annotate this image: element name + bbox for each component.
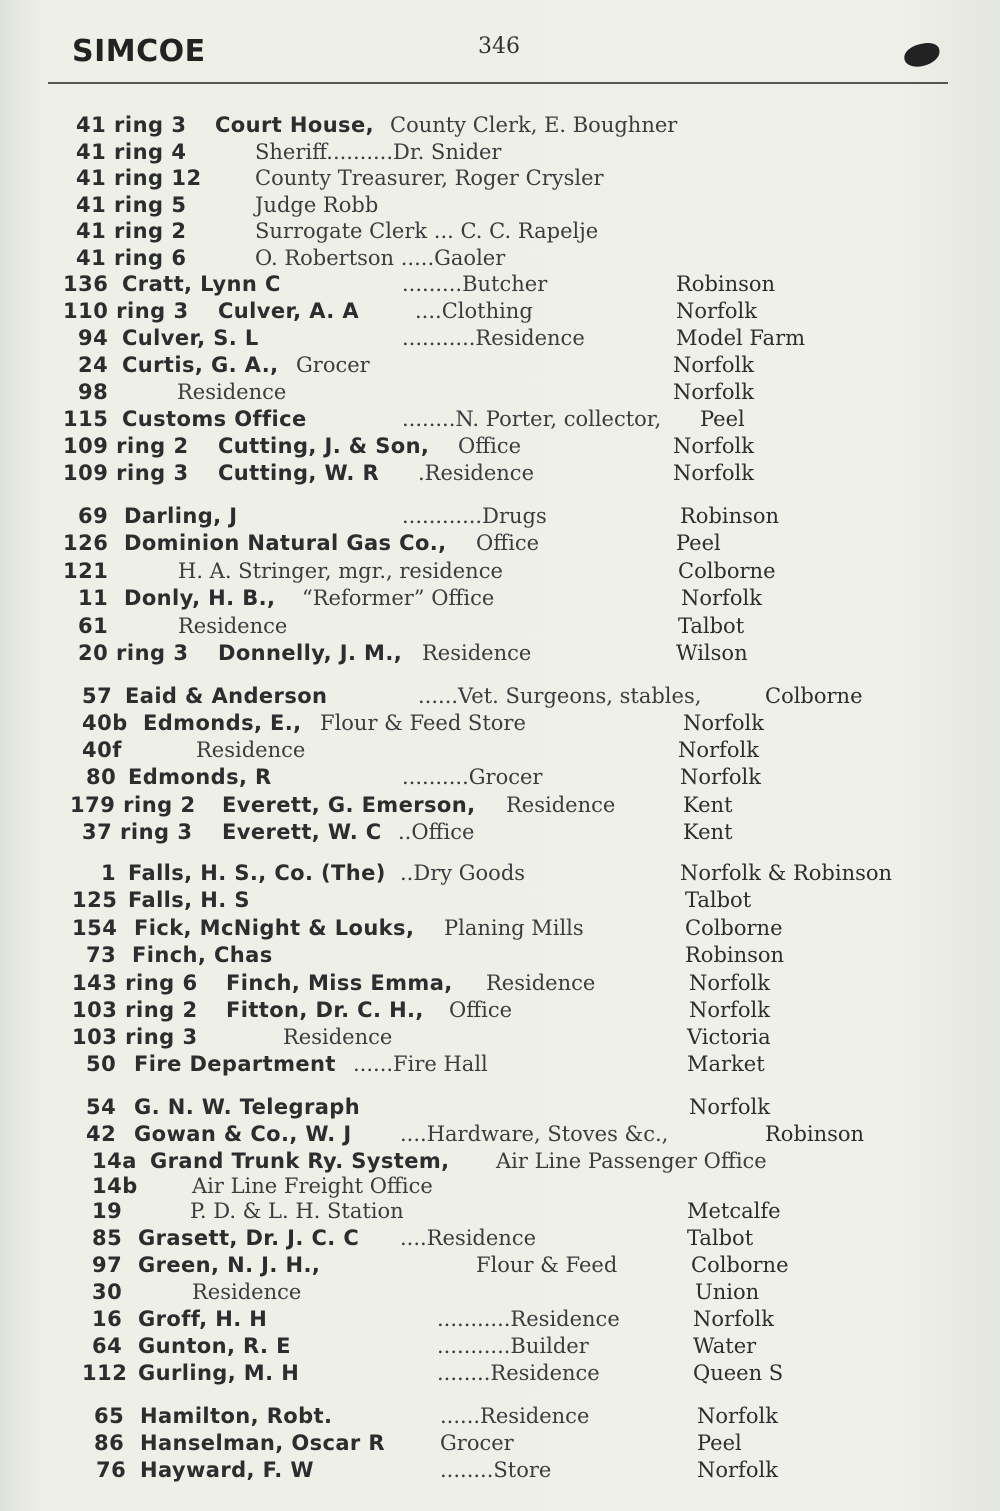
directory-entry <box>0 1360 1000 1387</box>
directory-entry <box>0 433 1000 460</box>
entry-description: Grocer <box>440 1431 514 1455</box>
directory-entry <box>0 710 1000 737</box>
directory-entry <box>0 1198 1000 1225</box>
entry-name: Darling, J <box>124 504 238 528</box>
entry-name: Hanselman, Oscar R <box>140 1431 385 1455</box>
directory-entry <box>0 218 1000 245</box>
entry-description: ........N. Porter, collector, <box>402 407 662 431</box>
entry-location: Robinson <box>685 943 785 967</box>
entry-name: Cutting, W. R <box>218 461 380 485</box>
directory-entry <box>0 764 1000 791</box>
entry-description: ........Residence <box>437 1361 600 1385</box>
phone-number: 11 <box>78 586 109 610</box>
entry-location: Market <box>687 1052 765 1076</box>
ink-blot-mark <box>902 40 942 69</box>
directory-entry <box>0 1148 1000 1175</box>
directory-entry <box>0 165 1000 192</box>
directory-entry <box>0 558 1000 585</box>
entry-description: ....Clothing <box>415 299 533 323</box>
entry-location: Union <box>695 1280 760 1304</box>
phone-number: 121 <box>63 559 109 583</box>
directory-entry <box>0 1306 1000 1333</box>
entry-location: Norfolk <box>683 711 764 735</box>
phone-number: 76 <box>96 1458 127 1482</box>
entry-name: Everett, G. Emerson, <box>222 793 476 817</box>
phone-number: 57 <box>82 684 113 708</box>
directory-entry <box>0 915 1000 942</box>
entry-name: Hayward, F. W <box>140 1458 314 1482</box>
phone-number: 37 ring 3 <box>82 820 193 844</box>
entry-description: ......Vet. Surgeons, stables, <box>418 684 702 708</box>
entry-location: Peel <box>700 407 745 431</box>
phone-number: 19 <box>92 1199 123 1223</box>
entry-description: Residence <box>177 380 287 404</box>
entry-name: Court House, <box>215 113 374 137</box>
entry-location: Talbot <box>678 614 745 638</box>
directory-entry <box>0 887 1000 914</box>
phone-number: 125 <box>72 888 118 912</box>
phone-number: 136 <box>63 272 109 296</box>
directory-entry <box>0 352 1000 379</box>
entry-description: ...........Residence <box>437 1307 620 1331</box>
phone-number: 179 ring 2 <box>70 793 196 817</box>
directory-entry <box>0 139 1000 166</box>
entry-name: Edmonds, R <box>128 765 272 789</box>
entry-name: Falls, H. S <box>128 888 250 912</box>
directory-entry <box>0 683 1000 710</box>
entry-description: ..Office <box>398 820 475 844</box>
directory-entry <box>0 1225 1000 1252</box>
directory-entry <box>0 1051 1000 1078</box>
entry-location: Norfolk <box>673 380 754 404</box>
directory-entry <box>0 1403 1000 1430</box>
entry-description: “Reformer” Office <box>302 586 495 610</box>
entry-name: Finch, Miss Emma, <box>226 971 453 995</box>
entry-description: ......Residence <box>440 1404 590 1428</box>
entry-description: Residence <box>283 1025 393 1049</box>
directory-entry <box>0 1279 1000 1306</box>
directory-entry <box>0 460 1000 487</box>
entry-location: Model Farm <box>676 326 806 350</box>
page-number: 346 <box>478 34 520 59</box>
entry-name: Gurling, M. H <box>138 1361 300 1385</box>
entry-description: Residence <box>196 738 306 762</box>
entry-name: Customs Office <box>122 407 307 431</box>
phone-number: 14a <box>92 1149 137 1173</box>
phone-number: 103 ring 3 <box>72 1025 198 1049</box>
entry-name: Cutting, J. & Son, <box>218 434 430 458</box>
phone-number: 112 <box>82 1361 128 1385</box>
phone-number: 41 ring 4 <box>76 140 187 164</box>
phone-number: 65 <box>94 1404 125 1428</box>
entry-description: ...........Residence <box>402 326 585 350</box>
entry-name: G. N. W. Telegraph <box>134 1095 361 1119</box>
phone-number: 126 <box>63 531 109 555</box>
entry-description: .........Butcher <box>402 272 548 296</box>
directory-entry <box>0 792 1000 819</box>
phone-number: 24 <box>78 353 109 377</box>
entry-location: Colborne <box>685 916 783 940</box>
entry-location: Norfolk <box>689 1095 770 1119</box>
phone-number: 1 <box>101 861 117 885</box>
entry-location: Colborne <box>691 1253 789 1277</box>
phone-number: 97 <box>92 1253 123 1277</box>
entry-location: Norfolk <box>689 998 770 1022</box>
entry-name: Fick, McNight & Louks, <box>134 916 415 940</box>
entry-location: Norfolk <box>693 1307 774 1331</box>
directory-entry <box>0 1333 1000 1360</box>
directory-entry <box>0 942 1000 969</box>
phone-number: 41 ring 5 <box>76 193 187 217</box>
directory-entry <box>0 379 1000 406</box>
entry-description: Residence <box>192 1280 302 1304</box>
phone-number: 14b <box>92 1174 138 1198</box>
directory-entry <box>0 585 1000 612</box>
entry-name: Finch, Chas <box>132 943 273 967</box>
directory-entry <box>0 112 1000 139</box>
entry-description: ........Store <box>440 1458 552 1482</box>
entry-location: Norfolk <box>697 1458 778 1482</box>
directory-entry <box>0 530 1000 557</box>
entry-location: Norfolk <box>673 353 754 377</box>
phone-number: 80 <box>86 765 117 789</box>
entry-location: Norfolk <box>673 461 754 485</box>
entry-description: ....Residence <box>400 1226 537 1250</box>
entry-location: Kent <box>683 793 733 817</box>
entry-location: Norfolk <box>676 299 757 323</box>
entry-name: Groff, H. H <box>138 1307 268 1331</box>
phone-number: 42 <box>86 1122 117 1146</box>
phone-number: 30 <box>92 1280 123 1304</box>
entry-description: Surrogate Clerk ... C. C. Rapelje <box>255 219 599 243</box>
phone-number: 109 ring 3 <box>63 461 189 485</box>
directory-entry <box>0 1430 1000 1457</box>
entry-name: Curtis, G. A., <box>122 353 279 377</box>
entry-name: Falls, H. S., Co. (The) <box>128 861 386 885</box>
entry-location: Norfolk <box>681 586 762 610</box>
phone-number: 64 <box>92 1334 123 1358</box>
entry-name: Edmonds, E., <box>143 711 302 735</box>
directory-entry <box>0 1024 1000 1051</box>
directory-entry <box>0 406 1000 433</box>
entry-location: Norfolk <box>689 971 770 995</box>
directory-entry <box>0 1173 1000 1200</box>
directory-entry <box>0 613 1000 640</box>
entry-description: O. Robertson .....Gaoler <box>255 246 506 270</box>
entry-location: Wilson <box>676 641 748 665</box>
entry-location: Norfolk <box>680 765 761 789</box>
phone-number: 110 ring 3 <box>63 299 189 323</box>
directory-entry <box>0 1457 1000 1484</box>
directory-entry <box>0 1252 1000 1279</box>
entry-description: Office <box>449 998 513 1022</box>
entry-description: ......Fire Hall <box>353 1052 488 1076</box>
entry-description: Office <box>458 434 522 458</box>
entry-description: Judge Robb <box>255 193 379 217</box>
entry-description: Grocer <box>296 353 370 377</box>
entry-name: Hamilton, Robt. <box>140 1404 333 1428</box>
entry-description: Flour & Feed <box>476 1253 618 1277</box>
phone-number: 61 <box>78 614 109 638</box>
phone-number: 41 ring 2 <box>76 219 187 243</box>
directory-entry <box>0 325 1000 352</box>
directory-entry <box>0 970 1000 997</box>
entry-location: Colborne <box>765 684 863 708</box>
entry-location: Talbot <box>685 888 752 912</box>
directory-entry <box>0 298 1000 325</box>
entry-description: Planing Mills <box>444 916 584 940</box>
entry-description: Residence <box>506 793 616 817</box>
entry-description: ..Dry Goods <box>400 861 526 885</box>
entry-name: Fire Department <box>134 1052 336 1076</box>
entry-description: Residence <box>422 641 532 665</box>
directory-entry <box>0 1121 1000 1148</box>
page-title: SIMCOE <box>72 34 206 69</box>
entry-location: Norfolk <box>697 1404 778 1428</box>
entry-name: Fitton, Dr. C. H., <box>226 998 424 1022</box>
entry-name: Gunton, R. E <box>138 1334 291 1358</box>
directory-entry <box>0 271 1000 298</box>
entry-location: Robinson <box>765 1122 865 1146</box>
phone-number: 85 <box>92 1226 123 1250</box>
entry-description: Air Line Passenger Office <box>496 1149 767 1173</box>
phone-number: 86 <box>94 1431 125 1455</box>
entry-name: Grasett, Dr. J. C. C <box>138 1226 360 1250</box>
page-header <box>48 30 948 84</box>
entry-name: Eaid & Anderson <box>125 684 328 708</box>
entry-name: Grand Trunk Ry. System, <box>150 1149 450 1173</box>
phone-number: 69 <box>78 504 109 528</box>
directory-entry <box>0 819 1000 846</box>
phone-number: 154 <box>72 916 118 940</box>
entry-location: Kent <box>683 820 733 844</box>
entry-location: Talbot <box>687 1226 754 1250</box>
directory-entry <box>0 503 1000 530</box>
entry-location: Colborne <box>678 559 776 583</box>
entry-location: Victoria <box>687 1025 771 1049</box>
entry-description: Residence <box>178 614 288 638</box>
directory-entry <box>0 737 1000 764</box>
phone-number: 20 ring 3 <box>78 641 189 665</box>
entry-name: Cratt, Lynn C <box>122 272 281 296</box>
entry-description: Office <box>476 531 540 555</box>
phone-number: 115 <box>63 407 109 431</box>
entry-name: Culver, S. L <box>122 326 259 350</box>
entry-description: ....Hardware, Stoves &c., <box>400 1122 669 1146</box>
phone-number: 94 <box>78 326 109 350</box>
phone-number: 41 ring 6 <box>76 246 187 270</box>
phone-number: 54 <box>86 1095 117 1119</box>
directory-entry <box>0 192 1000 219</box>
directory-entry <box>0 245 1000 272</box>
phone-number: 103 ring 2 <box>72 998 198 1022</box>
entry-location: Metcalfe <box>687 1199 781 1223</box>
entry-location: Robinson <box>676 272 776 296</box>
entry-description: Air Line Freight Office <box>192 1174 433 1198</box>
phone-number: 41 ring 12 <box>76 166 202 190</box>
entry-description: County Clerk, E. Boughner <box>390 113 678 137</box>
directory-entry <box>0 1094 1000 1121</box>
phone-number: 40b <box>82 711 128 735</box>
entry-name: Culver, A. A <box>218 299 360 323</box>
entry-name: Donly, H. B., <box>124 586 276 610</box>
entry-name: Gowan & Co., W. J <box>134 1122 352 1146</box>
entry-location: Norfolk & Robinson <box>680 861 893 885</box>
entry-description: ..........Grocer <box>402 765 543 789</box>
entry-location: Peel <box>697 1431 742 1455</box>
phone-number: 109 ring 2 <box>63 434 189 458</box>
entry-location: Peel <box>676 531 721 555</box>
entry-name: Dominion Natural Gas Co., <box>124 531 447 555</box>
entry-description: Sheriff..........Dr. Snider <box>255 140 502 164</box>
entry-description: P. D. & L. H. Station <box>190 1199 404 1223</box>
phone-number: 40f <box>82 738 122 762</box>
entry-description: ............Drugs <box>402 504 547 528</box>
entry-description: Residence <box>486 971 596 995</box>
entry-location: Queen S <box>693 1361 784 1385</box>
entry-location: Robinson <box>680 504 780 528</box>
entry-description: ...........Builder <box>437 1334 589 1358</box>
directory-entry <box>0 997 1000 1024</box>
directory-entry <box>0 860 1000 887</box>
phone-number: 73 <box>86 943 117 967</box>
phone-number: 41 ring 3 <box>76 113 187 137</box>
entry-name: Donnelly, J. M., <box>218 641 403 665</box>
entry-description: Flour & Feed Store <box>320 711 526 735</box>
entry-location: Water <box>693 1334 757 1358</box>
directory-entry <box>0 640 1000 667</box>
entry-location: Norfolk <box>673 434 754 458</box>
entry-description: .Residence <box>418 461 534 485</box>
entry-location: Norfolk <box>678 738 759 762</box>
entry-name: Everett, W. C <box>222 820 382 844</box>
phone-number: 16 <box>92 1307 123 1331</box>
phone-number: 50 <box>86 1052 117 1076</box>
entry-description: County Treasurer, Roger Crysler <box>255 166 604 190</box>
entry-description: H. A. Stringer, mgr., residence <box>178 559 503 583</box>
entry-name: Green, N. J. H., <box>138 1253 321 1277</box>
phone-number: 143 ring 6 <box>72 971 198 995</box>
phone-number: 98 <box>78 380 109 404</box>
